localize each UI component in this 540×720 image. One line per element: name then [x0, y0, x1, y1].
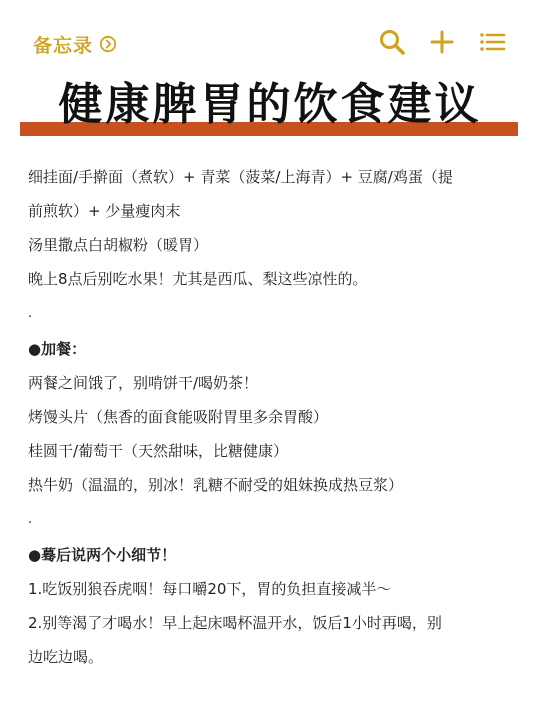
body-line: 两餐之间饿了，别啃饼干/喝奶茶！ — [28, 374, 259, 392]
body-line: 烤馒头片（焦香的面食能吸附胃里多余胃酸） — [28, 408, 329, 426]
body-line: 晚上8点后别吃水果！尤其是西瓜、梨这些凉性的。 — [28, 270, 368, 288]
search-icon[interactable] — [378, 28, 406, 56]
chevron-circle-right-icon — [99, 35, 117, 53]
note-title-block — [20, 78, 520, 142]
body-line: 细挂面/手擀面（煮软）+ 青菜（菠菜/上海青）+ 豆腐/鸡蛋（提 — [28, 168, 453, 186]
body-line: 热牛奶（温温的，别冰！乳糖不耐受的姐妹换成热豆浆） — [28, 476, 404, 494]
separator-dot: . — [28, 306, 33, 321]
body-line: 1.吃饭别狼吞虎咽！每口嚼20下，胃的负担直接减半～ — [28, 580, 392, 598]
section-heading-tips: ●蓦后说两个小细节！ — [28, 546, 177, 564]
note-title: 健康脾胃的饮食建议 — [58, 79, 482, 130]
body-line: 汤里撒点白胡椒粉（暖胃） — [28, 236, 209, 254]
body-line: 2.别等渴了才喝水！早上起床喝杯温开水，饭后1小时再喝，别 — [28, 614, 442, 632]
toolbar-actions — [378, 28, 506, 56]
top-navigation-bar — [0, 0, 540, 80]
note-body[interactable] — [28, 160, 516, 674]
section-heading-snacks: ●加餐： — [28, 340, 87, 358]
list-icon[interactable] — [478, 28, 506, 56]
body-line: 边吃边喝。 — [28, 648, 104, 666]
plus-icon[interactable] — [428, 28, 456, 56]
back-label: 备忘录 — [33, 34, 94, 57]
body-line: 桂圆干/葡萄干（天然甜味，比糖健康） — [28, 442, 289, 460]
body-line: 前煎软）+ 少量瘦肉末 — [28, 202, 181, 220]
separator-dot: . — [28, 512, 33, 527]
back-to-notes-button[interactable] — [33, 30, 117, 58]
